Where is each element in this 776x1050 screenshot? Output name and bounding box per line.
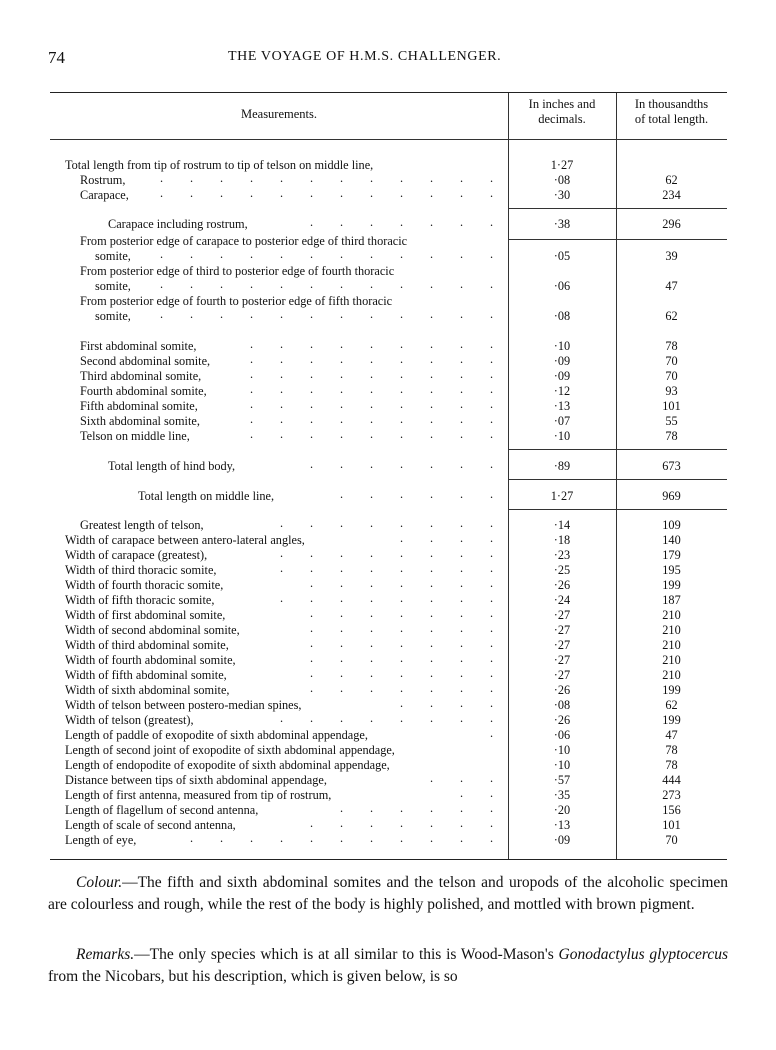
table-row: Width of sixth abdominal somite, . . . . . . . ·26 199 [50, 683, 727, 698]
colour-text: —The fifth and sixth abdominal somites and the telson and uropods of the alcoholic specimen are colourless and rough, while the rest of the body is highly polished, and mottled with brown pigment. [48, 874, 728, 913]
table-row-label-line [50, 234, 727, 249]
table-row: Fourth abdominal somite, . . . . . . . . . ·12 93 [50, 384, 727, 399]
value-inches: ·13 [553, 399, 571, 413]
column-header-thousandths-line1: In thousandths [634, 97, 709, 111]
value-inches: ·09 [553, 369, 571, 383]
value-thousandths: 62 [665, 173, 678, 187]
row-label: Width of second abdominal somite, [65, 623, 240, 637]
row-label: Greatest length of telson, [80, 518, 204, 532]
value-thousandths: 47 [665, 279, 678, 293]
table-row: Width of third thoracic somite, . . . . . . . . ·25 195 [50, 563, 727, 578]
value-thousandths: 444 [662, 773, 681, 787]
page-header [48, 48, 738, 70]
value-inches: ·09 [553, 354, 571, 368]
value-inches: ·07 [553, 414, 571, 428]
table-row: First abdominal somite, . . . . . . . . . ·10 78 [50, 339, 727, 354]
column-header-inches-line2: decimals. [538, 112, 586, 126]
row-label: somite, [95, 309, 131, 323]
value-thousandths: 199 [662, 578, 681, 592]
value-thousandths: 70 [665, 354, 678, 368]
remarks-heading: Remarks. [76, 946, 135, 963]
value-thousandths: 156 [662, 803, 681, 817]
table-row: Width of third abdominal somite, . . . . . . . ·27 210 [50, 638, 727, 653]
value-thousandths: 93 [665, 384, 678, 398]
value-inches: ·10 [553, 743, 571, 757]
value-thousandths: 109 [662, 518, 681, 532]
column-header-inches-line1: In inches and [528, 97, 596, 111]
row-label: Width of telson (greatest), [65, 713, 194, 727]
subtotal-rule [508, 208, 727, 209]
value-inches: ·10 [553, 339, 571, 353]
table-row: Width of first abdominal somite, . . . . . . . ·27 210 [50, 608, 727, 623]
column-header-measurements: Measurements. [240, 107, 318, 121]
value-thousandths: 55 [665, 414, 678, 428]
table-row: Carapace, . . . . . . . . . . . . ·30 234 [50, 188, 727, 203]
row-label: Rostrum, [80, 173, 126, 187]
row-label: Width of third thoracic somite, [65, 563, 217, 577]
value-inches: ·26 [553, 683, 571, 697]
column-header-inches [508, 97, 616, 127]
row-label: Width of carapace (greatest), [65, 548, 208, 562]
value-inches: ·10 [553, 429, 571, 443]
value-thousandths: 70 [665, 369, 678, 383]
running-title: THE VOYAGE OF H.M.S. CHALLENGER. [228, 49, 502, 64]
value-thousandths: 273 [662, 788, 681, 802]
row-label: Carapace, [80, 188, 129, 202]
table-row: Length of paddle of exopodite of sixth abdominal appendage, . ·06 47 [50, 728, 727, 743]
row-label: Length of eye, [65, 833, 137, 847]
row-label: Total length on middle line, [138, 489, 275, 503]
table-row [50, 743, 727, 758]
value-inches: ·13 [553, 818, 571, 832]
column-header-thousandths-line2: of total length. [634, 112, 709, 126]
table-row: Width of telson (greatest), . . . . . . . . ·26 199 [50, 713, 727, 728]
value-thousandths: 62 [665, 698, 678, 712]
table-row [50, 158, 727, 173]
row-label: Width of fifth abdominal somite, [65, 668, 227, 682]
row-label: Total length of hind body, [108, 459, 236, 473]
table-row [50, 758, 727, 773]
table-row: Telson on middle line, . . . . . . . . . ·10 78 [50, 429, 727, 444]
value-inches: ·24 [553, 593, 571, 607]
table-row: Length of eye, . . . . . . . . . . . ·09 70 [50, 833, 727, 848]
table-row: Third abdominal somite, . . . . . . . . . ·09 70 [50, 369, 727, 384]
table-row: Total length of hind body, . . . . . . . ·89 673 [50, 459, 727, 474]
table-row: Fifth abdominal somite, . . . . . . . . . ·13 101 [50, 399, 727, 414]
row-label: Length of flagellum of second antenna, [65, 803, 259, 817]
column-header-thousandths [616, 97, 727, 127]
value-inches: ·05 [553, 249, 571, 263]
subtotal-rule [508, 479, 727, 480]
value-inches: ·27 [553, 653, 571, 667]
row-label: Fifth abdominal somite, [80, 399, 198, 413]
remarks-species: Gonodactylus glyptocercus [558, 946, 729, 963]
table-row: Width of telson between postero-median spines, . . . . ·08 62 [50, 698, 727, 713]
value-inches: ·10 [553, 758, 571, 772]
value-thousandths: 199 [662, 713, 681, 727]
subtotal-rule [508, 449, 727, 450]
row-label: Telson on middle line, [80, 429, 190, 443]
value-thousandths: 101 [662, 399, 681, 413]
remarks-text-2: from the Nicobars, but his description, which is given below, is so [48, 968, 458, 985]
table-row: Width of carapace between antero-lateral angles, . . . . ·18 140 [50, 533, 727, 548]
table-row: Rostrum, . . . . . . . . . . . . ·08 62 [50, 173, 727, 188]
value-inches: ·27 [553, 638, 571, 652]
value-inches: ·35 [553, 788, 571, 802]
table-row: Greatest length of telson, . . . . . . . . ·14 109 [50, 518, 727, 533]
value-thousandths: 210 [662, 653, 681, 667]
header-rule [50, 139, 727, 140]
table-row: Length of first antenna, measured from tip of rostrum, . . ·35 273 [50, 788, 727, 803]
value-inches: ·09 [553, 833, 571, 847]
value-thousandths: 47 [665, 728, 678, 742]
value-thousandths: 195 [662, 563, 681, 577]
row-label: Fourth abdominal somite, [80, 384, 207, 398]
row-label: Total length from tip of rostrum to tip of telson on middle line, [65, 158, 374, 172]
row-label: Distance between tips of sixth abdominal appendage, [65, 773, 327, 787]
table-row: somite, . . . . . . . . . . . . ·06 47 [50, 279, 727, 294]
value-thousandths: 78 [665, 429, 678, 443]
value-inches: ·27 [553, 623, 571, 637]
value-thousandths: 78 [665, 758, 678, 772]
table-row: Width of second abdominal somite, . . . . . . . ·27 210 [50, 623, 727, 638]
value-thousandths: 62 [665, 309, 678, 323]
table-row-label-line [50, 264, 727, 279]
value-inches: ·57 [553, 773, 571, 787]
row-label: Length of endopodite of exopodite of sixth abdominal appendage, [65, 758, 390, 772]
value-inches: ·14 [553, 518, 571, 532]
value-thousandths: 210 [662, 623, 681, 637]
table-row: Carapace including rostrum, . . . . . . . ·38 296 [50, 217, 727, 232]
value-inches: ·08 [553, 309, 571, 323]
row-label: Width of fourth thoracic somite, [65, 578, 224, 592]
value-inches: ·23 [553, 548, 571, 562]
remarks-text-1: —The only species which is at all similar to this is Wood-Mason's [134, 946, 559, 963]
value-thousandths: 969 [662, 489, 681, 503]
table-row: Length of flagellum of second antenna, . . . . . . ·20 156 [50, 803, 727, 818]
row-label: Carapace including rostrum, [108, 217, 248, 231]
table-row: Sixth abdominal somite, . . . . . . . . . ·07 55 [50, 414, 727, 429]
value-thousandths: 179 [662, 548, 681, 562]
row-label: Width of first abdominal somite, [65, 608, 226, 622]
value-thousandths: 199 [662, 683, 681, 697]
row-label: Length of scale of second antenna, [65, 818, 236, 832]
row-label: From posterior edge of third to posterior edge of fourth thoracic [80, 264, 395, 278]
row-label: somite, [95, 249, 131, 263]
value-inches: ·12 [553, 384, 571, 398]
value-inches: ·26 [553, 578, 571, 592]
value-inches: ·08 [553, 698, 571, 712]
value-thousandths: 187 [662, 593, 681, 607]
row-label: Third abdominal somite, [80, 369, 202, 383]
row-label: Width of sixth abdominal somite, [65, 683, 230, 697]
row-label: Sixth abdominal somite, [80, 414, 200, 428]
value-inches: ·18 [553, 533, 571, 547]
table-row: Distance between tips of sixth abdominal appendage, . . . ·57 444 [50, 773, 727, 788]
value-thousandths: 78 [665, 743, 678, 757]
table-row: Length of scale of second antenna, . . . . . . . ·13 101 [50, 818, 727, 833]
value-thousandths: 296 [662, 217, 681, 231]
row-label: First abdominal somite, [80, 339, 197, 353]
row-label: Width of telson between postero-median spines, [65, 698, 302, 712]
value-thousandths: 78 [665, 339, 678, 353]
value-thousandths: 673 [662, 459, 681, 473]
value-inches: ·06 [553, 279, 571, 293]
value-inches: ·20 [553, 803, 571, 817]
row-label: Width of fifth thoracic somite, [65, 593, 215, 607]
table-row: Total length on middle line, . . . . . . 1·27 969 [50, 489, 727, 504]
row-label: somite, [95, 279, 131, 293]
row-label: Length of second joint of exopodite of sixth abdominal appendage, [65, 743, 395, 757]
remarks-paragraph [48, 944, 728, 988]
table-row: Width of fourth thoracic somite, . . . . . . . ·26 199 [50, 578, 727, 593]
row-label: From posterior edge of carapace to posterior edge of third thoracic [80, 234, 408, 248]
table-row: Width of fourth abdominal somite, . . . . . . . ·27 210 [50, 653, 727, 668]
row-label: Length of first antenna, measured from tip of rostrum, [65, 788, 332, 802]
row-label: Width of third abdominal somite, [65, 638, 229, 652]
value-inches: ·27 [553, 668, 571, 682]
measurements-table [50, 92, 727, 860]
row-label: From posterior edge of fourth to posterior edge of fifth thoracic [80, 294, 393, 308]
value-inches: ·38 [553, 217, 571, 231]
value-inches: ·27 [553, 608, 571, 622]
value-inches: ·25 [553, 563, 571, 577]
table-row: Width of fifth abdominal somite, . . . . . . . ·27 210 [50, 668, 727, 683]
value-thousandths: 210 [662, 608, 681, 622]
page-number: 74 [48, 48, 65, 67]
value-thousandths: 70 [665, 833, 678, 847]
value-thousandths: 210 [662, 638, 681, 652]
value-inches: ·08 [553, 173, 571, 187]
table-row: Width of fifth thoracic somite, . . . . . . . . ·24 187 [50, 593, 727, 608]
row-label: Width of carapace between antero-lateral angles, [65, 533, 305, 547]
value-inches: ·30 [553, 188, 571, 202]
value-thousandths: 210 [662, 668, 681, 682]
table-row: Second abdominal somite, . . . . . . . . . ·09 70 [50, 354, 727, 369]
row-label: Length of paddle of exopodite of sixth abdominal appendage, [65, 728, 368, 742]
table-row-label-line [50, 294, 727, 309]
table-row: somite, . . . . . . . . . . . . ·08 62 [50, 309, 727, 324]
subtotal-rule [508, 509, 727, 510]
value-thousandths: 234 [662, 188, 681, 202]
value-inches: 1·27 [550, 158, 574, 172]
colour-heading: Colour. [76, 874, 123, 891]
value-inches: ·89 [553, 459, 571, 473]
value-thousandths: 101 [662, 818, 681, 832]
value-inches: 1·27 [550, 489, 574, 503]
colour-paragraph [48, 872, 728, 916]
table-row: somite, . . . . . . . . . . . . ·05 39 [50, 249, 727, 264]
value-thousandths: 39 [665, 249, 678, 263]
value-thousandths: 140 [662, 533, 681, 547]
value-inches: ·06 [553, 728, 571, 742]
row-label: Second abdominal somite, [80, 354, 211, 368]
table-row: Width of carapace (greatest), . . . . . . . . ·23 179 [50, 548, 727, 563]
value-inches: ·26 [553, 713, 571, 727]
row-label: Width of fourth abdominal somite, [65, 653, 236, 667]
